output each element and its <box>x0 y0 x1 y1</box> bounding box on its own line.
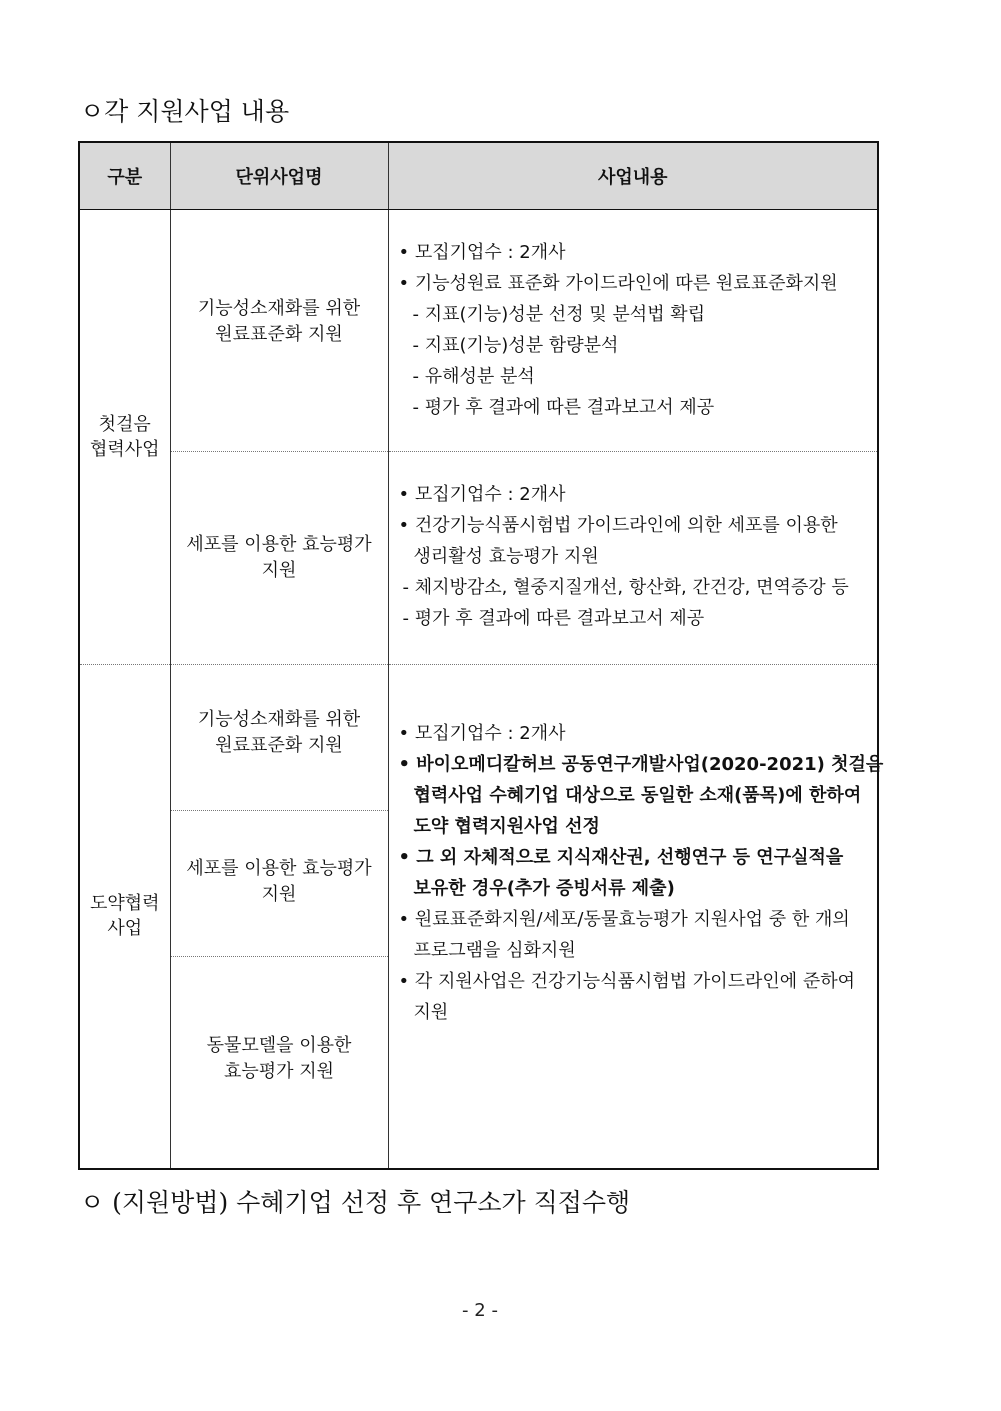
content-line: • 건강기능식품시험법 가이드라인에 의한 세포를 이용한 <box>398 514 838 536</box>
support-method-text: ㅇ (지원방법) 수혜기업 선정 후 연구소가 직접수행 <box>80 1188 631 1217</box>
content-line: - 지표(기능)성분 선정 및 분석법 확립 <box>412 303 706 325</box>
category-line: 첫걸음 <box>98 414 151 435</box>
category-line: 사업 <box>107 918 143 940</box>
unit-line: 동물모델을 이용한 <box>206 1035 352 1057</box>
unit-cell-efficacy-2 <box>170 811 388 957</box>
content-line: 도약 협력지원사업 선정 <box>413 816 600 838</box>
unit-line: 기능성소재화를 위한 <box>197 297 361 319</box>
content-line: - 유해성분 분석 <box>412 365 535 387</box>
unit-line: 지원 <box>261 560 297 581</box>
page-number: - 2 - <box>462 1300 498 1321</box>
content-line: • 기능성원료 표준화 가이드라인에 따른 원료표준화지원 <box>398 272 838 294</box>
content-line: • 그 외 자체적으로 지식재산권, 선행연구 등 연구실적을 <box>398 847 844 869</box>
header-category: 구분 <box>79 142 170 210</box>
content-line: 보유한 경우(추가 증빙서류 제출) <box>413 878 675 900</box>
section-heading: ㅇ각 지원사업 내용 <box>80 97 290 126</box>
unit-animal-efficacy <box>170 957 388 1169</box>
header-content: 사업내용 <box>388 142 878 210</box>
content-line: 생리활성 효능평가 지원 <box>413 545 599 567</box>
content-line: - 지표(기능)성분 함량분석 <box>412 334 619 356</box>
unit-cell-efficacy <box>170 452 388 665</box>
category-leap <box>79 665 170 1169</box>
content-line: • 모집기업수 : 2개사 <box>398 241 566 263</box>
unit-line: 지원 <box>261 883 297 905</box>
unit-line: 기능성소재화를 위한 <box>197 708 361 730</box>
content-line: 협력사업 수혜기업 대상으로 동일한 소재(품목)에 한하여 <box>413 785 862 807</box>
unit-line: 세포를 이용한 효능평가 <box>186 534 372 555</box>
unit-line: 원료표준화 지원 <box>215 323 343 345</box>
support-program-table <box>78 141 884 1170</box>
unit-line: 원료표준화 지원 <box>215 734 343 756</box>
content-line: • 각 지원사업은 건강기능식품시험법 가이드라인에 준하여 <box>398 971 856 993</box>
category-line: 도약협력 <box>89 893 160 915</box>
unit-line: 효능평가 지원 <box>223 1061 335 1083</box>
content-line: - 평가 후 결과에 따른 결과보고서 제공 <box>412 396 715 418</box>
category-line: 협력사업 <box>89 439 160 460</box>
content-cell-efficacy <box>388 452 878 665</box>
unit-material-standardization-2 <box>170 665 388 811</box>
content-line: - 체지방감소, 혈중지질개선, 항산화, 간건강, 면역증강 등 <box>402 576 849 598</box>
unit-material-standardization <box>170 210 388 452</box>
content-line: 지원 <box>413 1002 449 1024</box>
category-first-step <box>79 210 170 665</box>
content-line: 프로그램을 심화지원 <box>413 940 576 962</box>
content-line: - 평가 후 결과에 따른 결과보고서 제공 <box>402 607 705 629</box>
header-unit-name: 단위사업명 <box>170 142 388 210</box>
unit-line: 세포를 이용한 효능평가 <box>186 857 372 879</box>
content-line: • 원료표준화지원/세포/동물효능평가 지원사업 중 한 개의 <box>398 909 850 931</box>
content-line: • 모집기업수 : 2개사 <box>398 483 566 505</box>
content-leap <box>388 665 884 1169</box>
content-material-standardization <box>388 210 878 452</box>
content-line: • 모집기업수 : 2개사 <box>398 723 566 745</box>
content-line: • 바이오메디칼허브 공동연구개발사업(2020-2021) 첫걸음 <box>398 754 884 776</box>
